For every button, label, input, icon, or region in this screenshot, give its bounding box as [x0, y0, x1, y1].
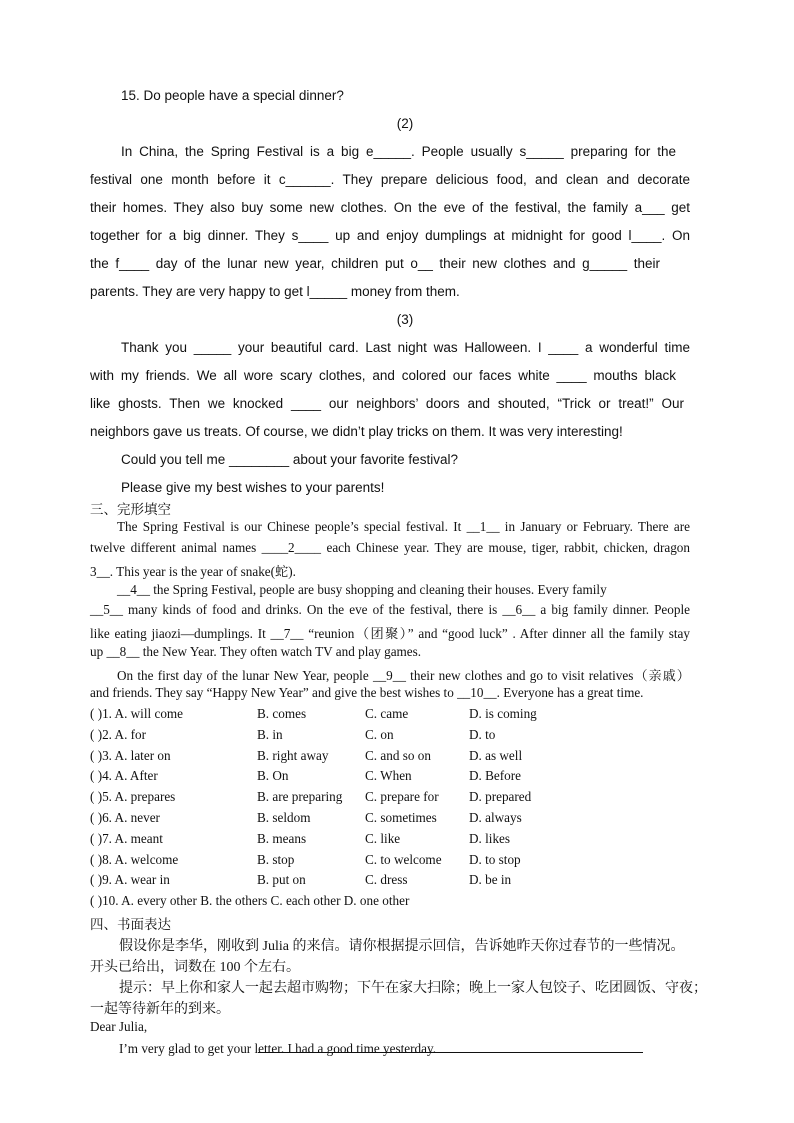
passage-3-number: (3): [396, 312, 414, 327]
answer-line[interactable]: [258, 1052, 643, 1053]
passage-2-line: parents. They are very happy to get l_____ money from them.: [90, 284, 460, 299]
option-c: C. When: [365, 768, 412, 783]
option-row-10: ( )10. A. every other B. the others C. each other D. one other: [90, 893, 410, 908]
cloze-line: __4__ the Spring Festival, people are busy shopping and cleaning their houses. Every family: [117, 582, 607, 597]
option-row-number: ( )4. A. After: [90, 768, 158, 783]
option-row-number: ( )8. A. welcome: [90, 852, 179, 867]
cloze-line: 3__. This year is the year of snake(蛇).: [90, 564, 296, 579]
option-row-number: ( )2. A. for: [90, 727, 147, 742]
option-b: B. put on: [257, 872, 306, 887]
option-row-number: ( )7. A. meant: [90, 831, 163, 846]
cloze-line: twelve different animal names ____2____ each Chinese year. They are mouse, tiger, rabbit, chicken, dragon: [90, 540, 690, 555]
writing-instruction: 假设你是李华，刚收到 Julia 的来信。请你根据提示回信，告诉她昨天你过春节的一些情况。: [119, 939, 685, 954]
option-d: D. likes: [469, 831, 511, 846]
passage-2-line: In China, the Spring Festival is a big e_____. People usually s_____ preparing for the: [121, 144, 676, 159]
writing-instruction: 开头已给出，词数在 100 个左右。: [90, 960, 300, 975]
question-15: 15. Do people have a special dinner?: [121, 88, 344, 103]
option-c: C. dress: [365, 872, 408, 887]
letter-opening: I’m very glad to get your letter. I had a good time yesterday.: [119, 1041, 437, 1056]
cloze-line: up __8__ the New Year. They often watch TV and play games.: [90, 644, 422, 659]
option-c: C. sometimes: [365, 810, 437, 825]
option-b: B. means: [257, 831, 307, 846]
passage-3-line: Thank you _____ your beautiful card. Last night was Halloween. I ____ a wonderful time: [121, 340, 690, 355]
option-d: D. to stop: [469, 852, 521, 867]
cloze-line: On the first day of the lunar New Year, people __9__ their new clothes and go to visit relatives（亲戚）: [117, 668, 690, 683]
option-b: B. are preparing: [257, 789, 343, 804]
option-row-number: ( )6. A. never: [90, 810, 160, 825]
passage-3-line: like ghosts. Then we knocked ____ our neighbors’ doors and shouted, “Trick or treat!” Our: [90, 396, 684, 411]
writing-hint: 一起等待新年的到来。: [90, 1002, 230, 1017]
option-row-number: ( )5. A. prepares: [90, 789, 176, 804]
option-c: C. prepare for: [365, 789, 439, 804]
passage-3-line: neighbors gave us treats. Of course, we didn’t play tricks on them. It was very interesting!: [90, 424, 623, 439]
section-3-heading: 三、完形填空: [90, 502, 171, 517]
passage-3-line: Could you tell me ________ about your favorite festival?: [121, 452, 458, 467]
option-d: D. Before: [469, 768, 521, 783]
option-row-number: ( )9. A. wear in: [90, 872, 170, 887]
cloze-line: and friends. They say “Happy New Year” and give the best wishes to __10__. Everyone has a great time.: [90, 685, 644, 700]
option-row-number: ( )3. A. later on: [90, 748, 171, 763]
option-b: B. seldom: [257, 810, 311, 825]
option-c: C. to welcome: [365, 852, 442, 867]
cloze-line: __5__ many kinds of food and drinks. On the eve of the festival, there is __6__ a big family dinner. People: [90, 602, 690, 617]
option-b: B. right away: [257, 748, 329, 763]
option-c: C. and so on: [365, 748, 431, 763]
option-row-number: ( )1. A. will come: [90, 706, 184, 721]
cloze-line: The Spring Festival is our Chinese people’s special festival. It __1__ in January or February. There are: [117, 519, 690, 534]
passage-3-line: Please give my best wishes to your parents!: [121, 480, 385, 495]
passage-2-number: (2): [396, 116, 414, 131]
option-d: D. to: [469, 727, 496, 742]
option-d: D. be in: [469, 872, 512, 887]
option-b: B. comes: [257, 706, 307, 721]
option-d: D. always: [469, 810, 522, 825]
option-c: C. came: [365, 706, 409, 721]
letter-salutation: Dear Julia,: [90, 1019, 148, 1034]
option-d: D. is coming: [469, 706, 537, 721]
passage-2-line: their homes. They also buy some new clothes. On the eve of the festival, the family a___ get: [90, 200, 690, 215]
writing-hint: 提示：早上你和家人一起去超市购物；下午在家大扫除；晚上一家人包饺子、吃团圆饭、守夜；: [119, 981, 707, 996]
option-d: D. as well: [469, 748, 523, 763]
option-b: B. On: [257, 768, 289, 783]
option-c: C. on: [365, 727, 394, 742]
passage-2-line: together for a big dinner. They s____ up and enjoy dumplings at midnight for good l____. On: [90, 228, 690, 243]
cloze-line: like eating jiaozi—dumplings. It __7__ “reunion（团聚）” and “good luck” . After dinner all the family stay: [90, 626, 690, 641]
passage-3-line: with my friends. We all wore scary clothes, and colored our faces white ____ mouths black: [90, 368, 676, 383]
passage-2-line: festival one month before it c______. They prepare delicious food, and clean and decorate: [90, 172, 690, 187]
option-d: D. prepared: [469, 789, 532, 804]
section-4-heading: 四、书面表达: [90, 917, 171, 932]
option-b: B. in: [257, 727, 283, 742]
option-c: C. like: [365, 831, 401, 846]
passage-2-line: the f____ day of the lunar new year, children put o__ their new clothes and g_____ their: [90, 256, 660, 271]
option-b: B. stop: [257, 852, 295, 867]
